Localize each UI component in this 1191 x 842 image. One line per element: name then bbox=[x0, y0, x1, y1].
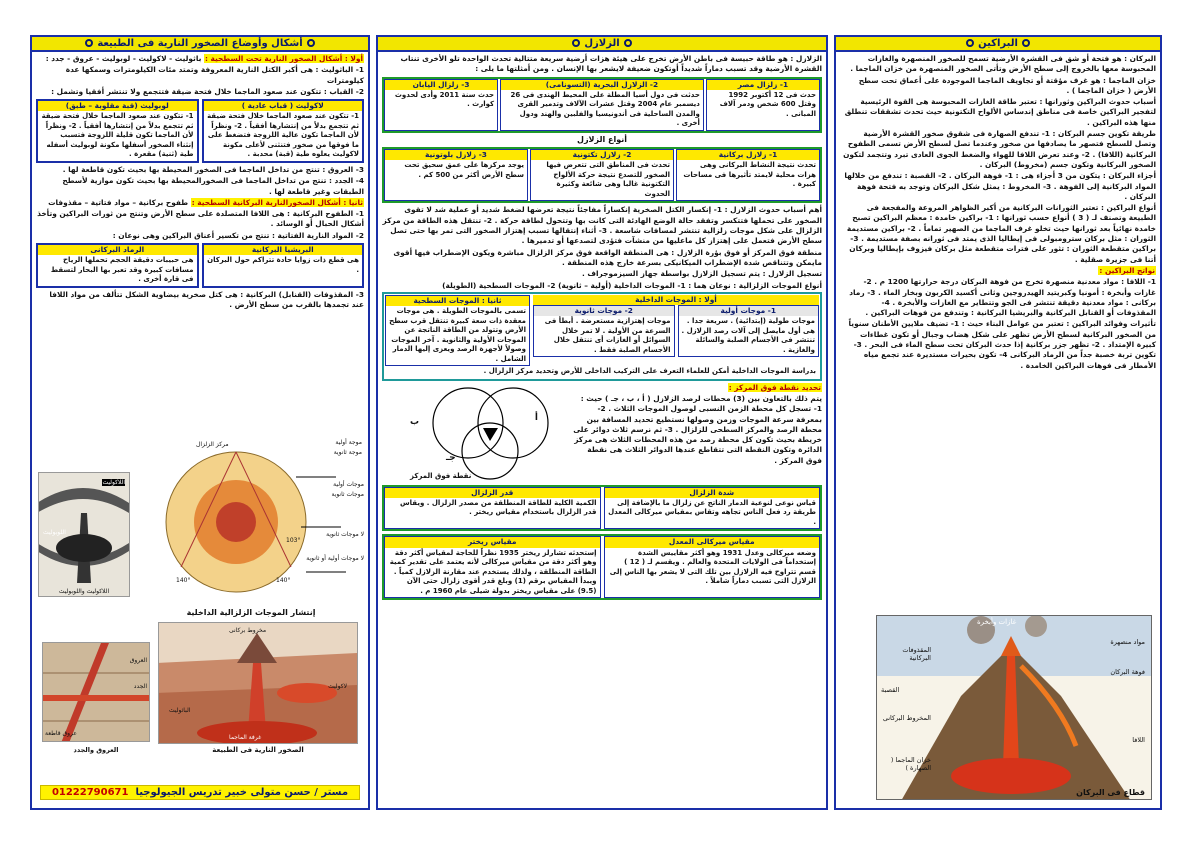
author-phone: 01222790671 bbox=[51, 787, 129, 798]
mercalli-title: مقياس ميركالى المعدل bbox=[605, 537, 820, 547]
laccolith-figure bbox=[38, 472, 130, 597]
igneous-column bbox=[30, 35, 370, 810]
earthquake-title: الزلازل bbox=[584, 38, 620, 49]
bullet-icon bbox=[624, 39, 632, 47]
waves-table bbox=[382, 292, 822, 381]
intensity-title: شدة الزلزال bbox=[605, 488, 820, 498]
laccolith-nature-label: لاكوليث bbox=[328, 683, 347, 690]
lava-flow-label: اللافا bbox=[1132, 736, 1145, 744]
epicenter-location-section bbox=[382, 383, 822, 483]
bullet-icon bbox=[307, 39, 315, 47]
volcano-cross-section bbox=[876, 615, 1152, 800]
extrusive-intro: طفوح بركانية – مواد فتاتية – مقذوفات bbox=[48, 197, 189, 207]
triangulation-diagram bbox=[382, 383, 568, 483]
earthquake-recording: تسجيل الزلازل : يتم تسجيل الزلازل بواسطة جهاز السيزموجراف . bbox=[582, 269, 822, 279]
ash-text: هى حبيبات دقيقة الحجم تحملها الرياح مسافات كبيرة وقد تعبر بها البحار لتسقط فى قارة أخرى . bbox=[50, 256, 194, 284]
primary-waves-title: 1- موجات أولية bbox=[679, 306, 819, 316]
waves-study-note: بدراسة الموجات الداخلية أمكن للعلماء التعرف على التركيب الداخلى للأرض وتحديد مركز الزلزال . bbox=[483, 367, 816, 376]
author-banner bbox=[40, 785, 360, 800]
lava-flows-text: 1- الطفوح البركانية : هى اللافا المتصلدة على سطح الأرض وتنتج من ثورات البراكين وتأخذ أشكال الحبال أو الوسائد . bbox=[37, 209, 364, 229]
wave-types-intro: أنواع الموجات الزلزالية : نوعان هما : 1- الموجات الداخلية (أولية – ثانوية) 2- الموجات السطحية (الطويلة) bbox=[442, 280, 822, 290]
volcano-cone-label: مخروط بركانى bbox=[229, 627, 267, 634]
breccia-ash-table bbox=[36, 243, 364, 288]
waves-row bbox=[385, 295, 819, 366]
igneous-figures-bottom bbox=[38, 622, 362, 762]
volcano-products: 1- اللافا : مواد معدنية منصهرة تخرج من فوهة البركان درجة حرارتها 1200 م . 2- غازات وأبخرة : أمونيا وكبريتيد الهيدروجين وثانى أكسيد الكربون وبخار الماء . 3- رماد بركانى : مواد معدنية دقيقة تنتشر فى الجو وتتطاير مع الغازات والأبخرة . 4- المقذوفات أو القنابل البركانية والبريشيا البركانية : وتندفع من فوهات البراكين . bbox=[849, 277, 1156, 318]
bombs-text: 3- المقذوفات (القنابل) البركانية : هى كتل صخرية بيضاوية الشكل تتألف من مواد اللافا عند تجمدها بالقرب من سطح الأرض . bbox=[49, 289, 364, 310]
breccia-box bbox=[202, 243, 365, 288]
p-arrivals-label: موجات أولية bbox=[333, 481, 364, 488]
type-box bbox=[384, 149, 528, 201]
magma-chamber-label: خزان الماجما ( الصهارة ) bbox=[890, 756, 931, 772]
volcano-title: البراكين bbox=[978, 38, 1018, 49]
richter-box bbox=[384, 536, 601, 598]
s-arrivals-label: موجات ثانوية bbox=[331, 491, 364, 498]
internal-waves bbox=[533, 295, 819, 366]
earthquake-examples bbox=[382, 77, 822, 133]
bullet-icon bbox=[1022, 39, 1030, 47]
volcano-products-title: نواتج البراكين : bbox=[1099, 265, 1155, 275]
example-title: 2- الزلازل البحرية (التسونامى) bbox=[501, 80, 703, 90]
lava-label: مواد منصهرة bbox=[1110, 638, 1145, 646]
laccolith-svg bbox=[38, 473, 129, 583]
richter-text: إستحدثه تشارلز ريختر 1935 نظراً للحاجة لمقياس أكثر دقة وهو أكثر دقة من مقياس ميركالى لأنه يعتمد على تقدير كمية الطاقة المنطلقة ، ولذلك يستخدم عند مقارنة الزلازل كمياً . ويبدأ المقياس برقم (1) وبلغ قدر أقوى زلزال حتى الآن (9.5) على مقياس ريختر بدولة شيلى عام 1960 م . bbox=[389, 548, 597, 595]
volcano-body bbox=[836, 52, 1160, 374]
earthquake-definition: الزلازل : هو طاقة حبيسة فى باطن الأرض تخرج على هيئة هزات أرضية سريعة متتالية تحدث الواحدة تلو الأخرى تنتاب القشرة الأرضية وقد تسبب دماراً شديداً أوتكون ضعيفة لايشعر بها الإنسان . ومن أمثلتها ما يلى : bbox=[400, 54, 822, 74]
intensity-magnitude bbox=[382, 485, 822, 532]
ash-title: الرماد البركانى bbox=[38, 245, 197, 255]
breccia-title: البريشيا البركانية bbox=[204, 245, 363, 255]
seismic-waves-caption: إنتشار الموجات الزلزالية الداخلية bbox=[186, 608, 316, 617]
pipe-label: القصبة bbox=[881, 686, 900, 694]
earthquake-causes: أهم أسباب حدوث الزلازل : 1- إنكسار الكتل الصخرية إنكساراً مفاجئاً نتيجة تعرضها لضغط شديد أو عملية شد لا تقوى الصخور على تحملها فتتكسر وتفقد حالة الوضع الهادئة التى كانت بها وتتحول لطاقة حركة . 2- تنتقل هذه الطاقة من مركز الزلزال على شكل موجات زلزالية تنتشر لمسافات شاسعة . 3- أثناء إنتقالها تسبب إهتزاز الصخور التى تمر بها حتى تصل سطح الأرض فتعمل على إهتزاز كل ماعليها من منشآت فتؤدى لتصدعها أو تدميرها . bbox=[382, 205, 822, 246]
igneous-header bbox=[32, 37, 368, 52]
bullet-icon bbox=[85, 39, 93, 47]
lopolith-text: 1- تتكون عند صعود الماجما خلال فتحة ضيقة ثم تتجمع بدلاً من إنتشارها أفقياً . 2- ونظراً لأن الماجما تكون قليلة اللزوجة فتسبب إنثناء الصخور أسفلها مكونة لوبوليث أسفله طية (ثنية) مقعرة . bbox=[41, 112, 194, 159]
breccia-text: هى قطع ذات زوايا حادة تتراكم حول البركان . bbox=[207, 256, 359, 274]
volcano-fig-caption: قطاع فى البركان bbox=[1076, 788, 1145, 797]
earthquake-types-title: أنواع الزلازل bbox=[577, 134, 627, 144]
secondary-waves-text: موجات إهتزازية مستعرضة . أبطأ فى السرعة من الأولية . لا تمر خلال السوائل أو الغازات أى تنتقل خلال الأجسام الصلبة فقط . bbox=[544, 317, 671, 354]
type-title: 3- زلازل بلوتونية bbox=[385, 150, 527, 160]
example-title: 1- زلزال مصر bbox=[707, 80, 819, 90]
seismic-waves-figure bbox=[136, 437, 366, 597]
laccolith-label: اللاكوليث bbox=[102, 479, 125, 486]
earthquake-body bbox=[378, 52, 826, 602]
volcano-effects: تأثيرات وفوائد البراكين : تعتبر من عوامل البناء حيث : 1- تضيف ملايين الأطنان سنوياً من الصخور البركانية لسطح الأرض تظهر على شكل هضاب وجبال أو تكون غطاءات كبيرة الإمتداد . 2- تظهر جزر بركانية إذا حدث البركان تحت سطح الماء فى البحر . 3- تكوين تربة خصبة جداً من الرماد البركانى 4- تكون بحيرات مستديرة عند تجمع مياه الأمطار فى فوهات البراكين الخامدة . bbox=[848, 319, 1156, 370]
poster bbox=[30, 35, 1162, 810]
angle-140-left: 140° bbox=[176, 577, 191, 584]
epicenter-location-text bbox=[571, 383, 822, 483]
no-s-label: لا موجات ثانوية bbox=[326, 531, 364, 538]
veins-label: العروق bbox=[129, 657, 147, 664]
epicenter-label: نقطة فوق المركز bbox=[410, 471, 472, 480]
crater-label: فوهة البركان bbox=[1110, 668, 1145, 676]
volcano-causes: أسباب حدوث البراكين وثورانها : تعتبر طاقة الغازات المحبوسة هى القوة الرئيسية لتفجير البراكين خاصة فى مناطق إندساس الألواح التكتونية حيث تحدث تشققات تنطلق منها هذه البراكين . bbox=[844, 97, 1156, 127]
primary-waves-text: موجات طولية (إبتدائية) . سريعة جدا . هى أول مايصل إلى آلات رصد الزلازل . تنتشر فى الأجسام الصلبة والسائلة والغازية . bbox=[681, 317, 815, 354]
example-box bbox=[500, 79, 704, 131]
pyroclastic-text: 2- المواد النارية الفتاتية : تنتج من تكسير أعناق البراكين وهى نوعان : bbox=[112, 230, 364, 240]
surface-waves bbox=[385, 295, 530, 366]
scales bbox=[382, 534, 822, 600]
dykes-text: 4- الجدد : تنتج من تداخل الماجما فى الصخورالمحيطة بها بحيث تكون موازية لأسطح الطبقات وغير قاطعة لها . bbox=[62, 176, 364, 196]
bullet-icon bbox=[966, 39, 974, 47]
batholith-label: الباثوليث bbox=[169, 707, 191, 714]
magnitude-title: قدر الزلزال bbox=[385, 488, 600, 498]
mercalli-text: وضعه ميركالى وعدل 1931 وهو أكثر مقاييس الشدة إستخداماً فى الولايات المتحدة والعالم . ويقسم لـ ( 12 ) قسم تتراوح فيه الزلازل بين تلك التى لا يشعر بها الناس إلى الزلازل التى تسبب دماراً شاملاً . bbox=[609, 548, 816, 586]
intrusive-intro: باثوليث - لاكوليث - لوبوليث - عروق - جدد : bbox=[45, 54, 202, 63]
surface-waves-title: ثانيا : الموجات السطحية bbox=[386, 296, 529, 306]
example-text: حدث سنة 2011 وأدى لحدوث كوارث . bbox=[394, 90, 495, 109]
intrusive-title: أولا : أشكال الصخور النارية تحت السطحية : bbox=[204, 54, 363, 63]
igneous-nature-caption: الصخور النارية فى الطبيعة bbox=[212, 746, 304, 754]
station-a: أ bbox=[534, 412, 538, 423]
veins-dykes-caption: العروق والجدد bbox=[73, 746, 119, 754]
magnitude-box bbox=[384, 487, 601, 530]
veins-text: 3- العروق : تنتج من تداخل الماجما فى الصخور المحيطة بها بحيث تكون قاطعة لها . bbox=[62, 164, 364, 174]
volcano-column bbox=[834, 35, 1162, 810]
example-title: 3- زلزال اليابان bbox=[385, 80, 497, 90]
type-title: 2- زلازل تكتونية bbox=[531, 150, 673, 160]
station-c: جـ bbox=[446, 452, 456, 463]
laccolith-caption: اللاكوليث واللوبوليث bbox=[58, 588, 110, 595]
laccolith-text: 1- تتكون عند صعود الماجما خلال فتحة ضيقة ثم تتجمع بدلاً من إنتشارها أفقياً . 2- ونظراً لأن الماجما تكون عالية اللزوجة فتضغط على ما فوقها من صخور فتنثنى لأعلى مكونة لاكوليث يعلوه طية (قبة) محدبة . bbox=[207, 112, 359, 159]
locate-steps: يتم ذلك بالتعاون بين (3) محطات لرصد الزلازل ( أ ، ب ، جـ ) حيث : 1- تسجل كل محطة الزمن النسبى لوصول الموجات الثلاث . 2- بمعرفة سرعة الموجات وزمن وصولها نستطيع تحديد المسافة بين محطة الرصد والمركز السطحى للزلزال . 3- ثم نرسم ثلاث دوائر على خريطة بحيث تكون كل محطة رصد من هذه المحطات الثلاث هى مركز الدائرة وتكون النقطة التى تتقاطع عندها الدوائر الثلاث هى نقطة فوق المركز . bbox=[573, 393, 822, 465]
s-wave-legend: موجة ثانوية bbox=[333, 449, 362, 456]
extrusive-title: ثانيا : أشكال الصخورالنارية البركانية السطحية : bbox=[191, 197, 363, 207]
primary-waves bbox=[678, 305, 820, 357]
igneous-title: أشكال وأوضاع الصخور النارية فى الطبيعة bbox=[97, 38, 303, 49]
secondary-waves-title: 2- موجات ثانوية bbox=[534, 306, 674, 316]
magma-chamber-definition: خزان الماجما : هو غرف مؤقتة أو تجاويف الماجما الموجودة على أعماق تحت سطح الأرض ( خزان الماجما ) . bbox=[858, 75, 1156, 95]
intensity-text: قياس نوعى لنوعية الدمار الناتج عن زلزال ما بالإضافة إلى طريقة رد فعل الناس تجاهه وتقاس بمقياس ميركالى المعدل . bbox=[608, 498, 816, 526]
magnitude-text: الكمية الكلية للطاقة المنطلقة من مصدر الزلزال . ويقاس قدر الزلزال باستخدام مقياس ريختر . bbox=[400, 498, 597, 517]
internal-waves-grid bbox=[533, 305, 819, 357]
cut-veins-label: عروق قاطعة bbox=[45, 730, 77, 737]
batholith-text: 1- الباثوليث : هى أكبر الكتل النارية المعروفة وتمتد مئات الكيلومترات وسمكها عدة كيلومترات bbox=[65, 65, 364, 85]
ash-box bbox=[36, 243, 199, 288]
gases-label: غازات وأبخرة bbox=[977, 618, 1017, 626]
type-box bbox=[676, 149, 820, 201]
lopolith-title: لوبوليث (قبة مقلوبة – طبق) bbox=[38, 101, 197, 111]
cone-label: المخروط البركانى bbox=[882, 714, 931, 722]
type-text: تحدث نتيجة النشاط البركانى وهى هزات محلية لايمتد تأثيرها فى مساحات كبيرة . bbox=[683, 161, 816, 189]
igneous-nature-figure bbox=[158, 622, 358, 744]
laccolith-box bbox=[202, 99, 365, 163]
intensity-box bbox=[604, 487, 821, 530]
lopolith-label: اللوبوليث bbox=[43, 529, 66, 536]
station-b: ب bbox=[410, 416, 420, 427]
volcano-header bbox=[836, 37, 1160, 52]
magma-chamber-nature-label: غرفة الماجما bbox=[229, 734, 262, 741]
volcano-definition: البركان : هو فتحة أو شق فى القشرة الأرضية تسمح للصخور المنصهرة والغازات المحبوسة معها بالخروج إلى سطح الأرض وتأتى الصخور المنصهرة من خزان الماجما . bbox=[850, 54, 1156, 74]
example-box bbox=[706, 79, 820, 131]
igneous-figures-top bbox=[38, 437, 362, 617]
focus-label: مركز الزلزال bbox=[196, 441, 229, 448]
ejecta-label: المقذوفات البركانية bbox=[902, 646, 931, 662]
laccolith-title: لاكوليث ( قباب عادية ) bbox=[204, 101, 363, 111]
no-ps-label: لا موجات أولية أو ثانوية bbox=[306, 555, 364, 562]
lopolith-box bbox=[36, 99, 199, 163]
mercalli-box bbox=[604, 536, 821, 598]
domes-text: 2- القباب : تتكون عند صعود الماجما خلال فتحة ضيقة فتتجمع ولا تنتشر أفقيا وتشمل : bbox=[51, 86, 364, 96]
volcano-formation: طريقة تكوين جسم البركان : 1- تندفع الصهارة فى شقوق صخور القشرة الأرضية وتصل للسطح فتصهر ما يصادفها من صخور وعندما تصل لسطح الأرض تسمى الطفوح البركانية (اللافا) . 2- وعند تعرض اللافا للهواء والضغط الجوى العادى تبرد وتتجمد لتكون الصخور البركانية وتكون جسم (مخروط) البركان . bbox=[843, 129, 1156, 169]
seismic-waves-svg bbox=[136, 437, 366, 597]
secondary-waves bbox=[533, 305, 675, 357]
earthquake-header bbox=[378, 37, 826, 52]
type-title: 1- زلازل بركانية bbox=[677, 150, 819, 160]
type-box bbox=[530, 149, 674, 201]
example-box bbox=[384, 79, 498, 131]
laccolith-lopolith-table bbox=[36, 99, 364, 163]
internal-waves-title: أولا : الموجات الداخلية bbox=[533, 295, 819, 305]
p-wave-legend: موجة أولية bbox=[335, 439, 362, 446]
angle-103: 103° bbox=[286, 537, 301, 544]
bullet-icon bbox=[572, 39, 580, 47]
veins-dykes-figure bbox=[42, 642, 150, 742]
earthquake-column bbox=[376, 35, 828, 810]
type-text: تحدث فى المناطق التى تتعرض فيها الصخور للتصدع نتيجة حركة الألواح التكتونية غالبا وهى شائعة وكثيرة الحدوث bbox=[546, 161, 670, 198]
locate-title: تحديد نقطة فوق المركز : bbox=[728, 382, 821, 392]
example-text: حدث فى 12 أكتوبر 1992 وقتل 600 شخص ودمر آلاف المبانى . bbox=[719, 90, 816, 118]
richter-title: مقياس ريختر bbox=[385, 537, 600, 547]
angle-140-right: 140° bbox=[276, 577, 291, 584]
igneous-body bbox=[32, 52, 368, 313]
three-circles-svg bbox=[418, 383, 568, 483]
dyke-label: الجدد bbox=[133, 683, 147, 690]
volcano-parts: أجزاء البركان : يتكون من 3 أجزاء هى : 1- فوهة البركان . 2- القصبة : تندفع من خلالها المواد البركانية إلى الفوهة . 3- المخروط : يمثل شكل البركان وتوجد به فتحة فوهة البركان . bbox=[844, 171, 1156, 201]
author-name: مستر / حسن متولى خبير تدريس الجيولوجيا bbox=[135, 787, 349, 798]
earthquake-types bbox=[382, 147, 822, 203]
surface-waves-text: تسمى بالموجات الطويلة . هى موجات معقدة ذات سعة كبيرة تنتقل قرب سطح الأرض وتتولد من الطاقة الناتجة عن الموجات الأولية والثانوية . آخر الموجات وصولاً لأجهزة الرصد ويعزى إليها الدمار الشامل . bbox=[389, 307, 526, 363]
example-text: حدثت فى دول أسيا المطلة على المحيط الهندى فى 26 ديسمبر عام 2004 وقتل عشرات الآلاف وتدمير القرى والمدن الساحلية فى أندونيسيا والفلبين والهند ودول أخرى . bbox=[510, 90, 700, 128]
type-text: يوجد مركزها على عمق سحيق تحت سطح الأرض أكثر من 500 كم . bbox=[404, 161, 524, 179]
volcano-types: أنواع البراكين : تعتبر الثورانات البركانية من أكبر الظواهر المروعة والمفجعة فى الطبيعة وتصنف لـ ( 3 ) أنواع حسب ثورانها : 1- براكين خامدة : معظم البراكين تصبح خامدة نهائياً بعد ثورانها حيث تخلو غرف الماجما من الصهير تماماً . 2- براكين مستديمة الثوران : مثل بركان سترومبولى فى إيطاليا الذى يمتد فى ثورانه بصفة مستديمة . 3- براكين متقطعة الثوران : تثور على فترات متقطعة مثل بركان فيزوف بإيطاليا وبركان أتنا فى جزيرة صقلية . bbox=[846, 203, 1156, 264]
epicenter-definition: منطقة فوق المركز أو فوق بؤرة الزلازل : هى المنطقة الواقعة فوق مركز الزلزال مباشرة ويكون الإضطراب فيها أقوى مايمكن وتتناقص شدة الإضطراب الميكانيكى بسرعة خارج هذه المنطقة . bbox=[393, 247, 822, 267]
